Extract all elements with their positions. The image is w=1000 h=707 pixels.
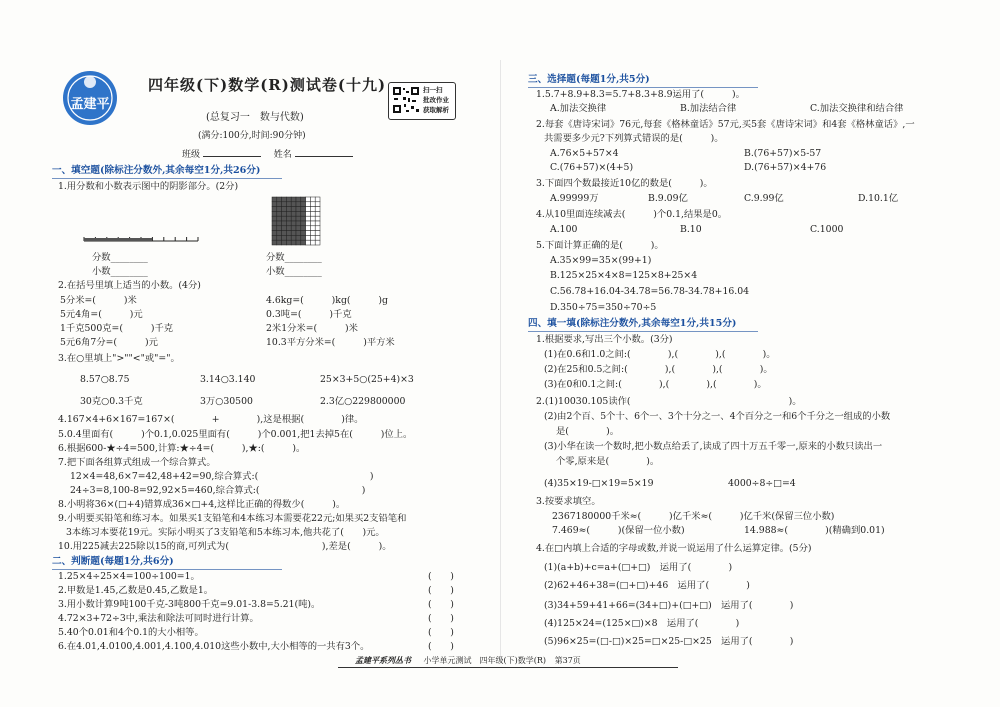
- grid-cell: [272, 226, 277, 231]
- grid-cell: [315, 207, 320, 212]
- question-line: 4.167×4+6×167=167×( + ),这是根据( )律。: [58, 414, 364, 425]
- grid-cell: [286, 211, 291, 216]
- question-line: 14.988≈( )(精确到0.01): [744, 525, 885, 536]
- question-line: C.1000: [810, 224, 844, 235]
- question-line: 2.每套《唐诗宋词》76元,每套《格林童话》57元,买5套《唐诗宋词》和4套《格林童话》,一: [536, 119, 915, 130]
- grid-cell: [282, 235, 287, 240]
- question-line: 分数________: [92, 252, 148, 263]
- question-line: 小数________: [92, 266, 148, 277]
- grid-cell: [291, 211, 296, 216]
- grid-cell: [291, 216, 296, 221]
- grid-cell: [310, 231, 315, 236]
- grid-cell: [301, 231, 306, 236]
- qr-caption: 扫一扫 批改作业 获取解析: [423, 86, 449, 114]
- question-line: (1)在0.6和1.0之间:( ),( ),( )。: [544, 349, 776, 360]
- question-line: (4)125×24=(125×□)×8 运用了( ): [544, 618, 740, 629]
- grid-cell: [306, 231, 311, 236]
- grid-cell: [272, 235, 277, 240]
- qr-code-icon: [392, 86, 420, 114]
- question-line: 6.根据600-★÷4=500,计算:★÷4=( ),★:( )。: [58, 443, 306, 454]
- judge-answer-bracket[interactable]: ( ): [428, 585, 454, 596]
- question-line: 7.469≈( )(保留一位小数): [552, 525, 685, 536]
- grid-cell: [301, 221, 306, 226]
- grid-cell: [286, 221, 291, 226]
- question-line: B.(76+57)×5-57: [744, 148, 822, 159]
- question-line: 24÷3=8,100-8=92,92×5=460,综合算式:( ): [70, 485, 366, 496]
- grid-cell: [291, 240, 296, 245]
- grid-cell: [291, 221, 296, 226]
- grid-cell: [282, 240, 287, 245]
- question-line: 2.(1)10030.105读作( )。: [536, 396, 802, 407]
- grid-cell: [310, 207, 315, 212]
- question-line: D.10.1亿: [858, 193, 899, 204]
- question-line: 2米1分米=( )米: [266, 323, 358, 334]
- grid-cell: [277, 197, 282, 202]
- question-line: B.9.09亿: [648, 193, 688, 204]
- grid-cell: [286, 216, 291, 221]
- grid-cell: [296, 221, 301, 226]
- question-line: 3.按要求填空。: [536, 496, 601, 507]
- footer-book: 小学单元测试 四年级(下)数学(R): [423, 656, 547, 665]
- question-line: 是( )。: [556, 426, 620, 437]
- section-rule: [52, 178, 282, 179]
- question-line: 9.小明要买铅笔和练习本。如果买1支铅笔和4本练习本需要花22元;如果买2支铅笔和: [58, 513, 407, 524]
- question-line: C.56.78+16.04-34.78=56.78-34.78+16.04: [550, 286, 750, 297]
- grid-cell: [282, 221, 287, 226]
- logo-text: 孟建平: [70, 97, 110, 112]
- grid-cell: [310, 197, 315, 202]
- grid-cell: [306, 197, 311, 202]
- question-line: A.99999万: [550, 193, 599, 204]
- grid-cell: [282, 202, 287, 207]
- question-line: 4.从10里面连续减去( )个0.1,结果是0。: [536, 209, 728, 220]
- question-line: 4.6kg=( )kg( )g: [266, 295, 388, 306]
- question-line: 5元6角7分=( )元: [60, 337, 158, 348]
- grid-cell: [301, 207, 306, 212]
- grid-cell: [291, 231, 296, 236]
- grid-cell: [291, 202, 296, 207]
- question-line: 3.14○3.140: [200, 374, 256, 385]
- name-label: 姓名: [273, 150, 292, 160]
- grid-cell: [272, 211, 277, 216]
- hundred-grid-figure: [271, 196, 321, 246]
- grid-cell: [277, 231, 282, 236]
- grid-cell: [306, 235, 311, 240]
- question-line: 共需要多少元?下列算式错误的是( )。: [544, 133, 724, 144]
- grid-cell: [291, 197, 296, 202]
- publisher-logo: [58, 68, 122, 132]
- grid-cell: [286, 231, 291, 236]
- question-line: 1.25×4÷25×4=100÷100=1。: [58, 571, 200, 582]
- question-line: 2.3亿○229800000: [320, 396, 406, 407]
- grid-cell: [296, 207, 301, 212]
- question-line: 1千克500克=( )千克: [60, 323, 174, 334]
- question-line: 5.0.4里面有( )个0.1,0.025里面有( )个0.001,把1去掉5在( )位上。: [58, 429, 413, 440]
- grid-cell: [310, 221, 315, 226]
- judge-answer-bracket[interactable]: ( ): [428, 571, 454, 582]
- grid-cell: [306, 211, 311, 216]
- grid-cell: [272, 240, 277, 245]
- grid-cell: [277, 226, 282, 231]
- segment-figure: [82, 225, 202, 247]
- grid-cell: [301, 197, 306, 202]
- question-line: 30克○0.3千克: [80, 396, 143, 407]
- grid-cell: [282, 197, 287, 202]
- grid-cell: [296, 240, 301, 245]
- grid-cell: [306, 216, 311, 221]
- grid-cell: [286, 240, 291, 245]
- question-line: 3万○30500: [200, 396, 253, 407]
- question-line: (3)在0和0.1之间:( ),( ),( )。: [544, 379, 767, 390]
- grid-cell: [282, 211, 287, 216]
- qr-code-block[interactable]: [388, 82, 456, 120]
- section-heading: 二、判断题(每题1分,共6分): [52, 556, 174, 567]
- grid-cell: [296, 211, 301, 216]
- grid-cell: [286, 235, 291, 240]
- judge-answer-bracket[interactable]: ( ): [428, 599, 454, 610]
- grid-cell: [306, 240, 311, 245]
- question-line: A.加法交换律: [550, 103, 607, 114]
- column-divider: [500, 60, 501, 660]
- grid-cell: [277, 221, 282, 226]
- grid-cell: [286, 207, 291, 212]
- grid-cell: [277, 202, 282, 207]
- section-rule: [528, 87, 758, 88]
- grid-cell: [310, 226, 315, 231]
- question-line: (1)(a+b)+c=a+(□+□) 运用了( ): [544, 562, 733, 573]
- question-line: 1.根据要求,写出三个小数。(3分): [536, 334, 673, 345]
- grid-cell: [291, 226, 296, 231]
- judge-answer-bracket[interactable]: ( ): [428, 627, 454, 638]
- grid-cell: [310, 202, 315, 207]
- question-line: (5)96×25=(□-□)×25=□×25-□×25 运用了( ): [544, 636, 794, 647]
- grid-cell: [286, 197, 291, 202]
- question-line: B.125×25×4×8=125×8+25×4: [550, 270, 698, 281]
- grid-cell: [310, 240, 315, 245]
- class-label: 班级: [182, 150, 201, 160]
- grid-cell: [301, 202, 306, 207]
- question-line: A.35×99=35×(99+1): [550, 255, 652, 266]
- grid-cell: [310, 235, 315, 240]
- question-line: 小数________: [266, 266, 322, 277]
- grid-cell: [277, 216, 282, 221]
- question-line: 2.甲数是1.45,乙数是0.45,乙数是1。: [58, 585, 214, 596]
- grid-cell: [310, 211, 315, 216]
- grid-cell: [286, 226, 291, 231]
- grid-cell: [291, 235, 296, 240]
- section-rule: [52, 569, 282, 570]
- grid-cell: [277, 211, 282, 216]
- grid-cell: [315, 235, 320, 240]
- question-line: (4)35×19-□×19=5×19: [544, 478, 654, 489]
- question-line: 1.5.7+8.9+8.3=5.7+8.3+8.9运用了( )。: [536, 89, 745, 100]
- question-line: 2367180000千米≈( )亿千米≈( )亿千米(保留三位小数): [552, 511, 835, 522]
- judge-answer-bracket[interactable]: ( ): [428, 613, 454, 624]
- question-line: A.76×5+57×4: [550, 148, 619, 159]
- grid-cell: [272, 216, 277, 221]
- question-line: B.加法结合律: [680, 103, 737, 114]
- grid-cell: [310, 216, 315, 221]
- question-line: C.加法交换律和结合律: [810, 103, 904, 114]
- question-line: (2)62+46+38=(□+□)+46 运用了( ): [544, 580, 750, 591]
- question-line: C.9.99亿: [744, 193, 784, 204]
- grid-cell: [296, 235, 301, 240]
- page-subtitle: (总复习一 数与代数): [206, 112, 304, 123]
- judge-answer-bracket[interactable]: ( ): [428, 641, 454, 652]
- page-meta: (满分:100分,时间:90分钟): [198, 131, 306, 141]
- grid-cell: [315, 240, 320, 245]
- grid-cell: [277, 240, 282, 245]
- grid-cell: [301, 240, 306, 245]
- grid-cell: [301, 216, 306, 221]
- grid-cell: [315, 216, 320, 221]
- question-line: 12×4=48,6×7=42,48+42=90,综合算式:( ): [70, 471, 374, 482]
- question-line: 4000÷8÷□=4: [728, 478, 796, 489]
- footer-rule: [338, 667, 678, 668]
- question-line: 3.用小数计算9吨100千克-3吨800千克=9.01-3.8=5.21(吨)。: [58, 599, 321, 610]
- question-line: 3.下面四个数最接近10亿的数是( )。: [536, 178, 713, 189]
- question-line: 10.用225减去225除以15的商,可列式为( ),差是( )。: [58, 541, 392, 552]
- question-line: 10.3平方分米=( )平方米: [266, 337, 395, 348]
- grid-cell: [282, 216, 287, 221]
- grid-cell: [272, 207, 277, 212]
- question-line: 7.把下面各组算式组成一个综合算式。: [58, 457, 216, 468]
- question-line: A.100: [550, 224, 578, 235]
- question-line: (3)小华在读一个数时,把小数点给丢了,读成了四十万五千零一,原来的小数只读出一: [544, 441, 883, 452]
- grid-cell: [315, 231, 320, 236]
- question-line: 1.用分数和小数表示图中的阴影部分。(2分): [58, 181, 239, 192]
- class-name-row: [182, 147, 353, 160]
- question-line: 个零,原来是( )。: [556, 456, 660, 467]
- question-line: 5.40个0.01和4个0.1的大小相等。: [58, 627, 204, 638]
- grid-cell: [291, 207, 296, 212]
- question-line: B.10: [680, 224, 702, 235]
- grid-cell: [277, 207, 282, 212]
- section-rule: [528, 331, 758, 332]
- footer-series: 孟建平系列丛书: [355, 655, 411, 665]
- question-line: (3)34+59+41+66=(34+□)+(□+□) 运用了( ): [544, 600, 794, 611]
- grid-cell: [301, 211, 306, 216]
- grid-cell: [296, 231, 301, 236]
- grid-cell: [272, 202, 277, 207]
- grid-cell: [277, 235, 282, 240]
- question-line: 3.在○里填上">""<"或"="。: [58, 353, 180, 364]
- grid-cell: [282, 207, 287, 212]
- page-title: 四年级(下)数学(R)测试卷(十九): [148, 76, 387, 94]
- question-line: 4.在□内填上合适的字母或数,并说一说运用了什么运算定律。(5分): [536, 543, 812, 554]
- grid-cell: [306, 221, 311, 226]
- question-line: 3本练习本要花19元。实际小明买了3支铅笔和5本练习本,他共花了( )元。: [66, 527, 385, 538]
- grid-cell: [296, 197, 301, 202]
- question-line: 6.在4.01,4.0100,4.001,4.100,4.010这些小数中,大小相等的一共有3个。: [58, 641, 370, 652]
- grid-cell: [296, 202, 301, 207]
- question-line: D.350÷75=350÷70÷5: [550, 302, 657, 313]
- grid-cell: [315, 221, 320, 226]
- grid-cell: [272, 231, 277, 236]
- question-line: 25×3+5○(25+4)×3: [320, 374, 414, 385]
- grid-cell: [272, 197, 277, 202]
- question-line: 5.下面计算正确的是( )。: [536, 240, 664, 251]
- question-line: 5分米=( )米: [60, 295, 137, 306]
- question-line: 8.57○8.75: [80, 374, 130, 385]
- grid-cell: [315, 211, 320, 216]
- question-line: 2.在括号里填上适当的小数。(4分): [58, 280, 201, 291]
- grid-cell: [306, 226, 311, 231]
- grid-cell: [296, 226, 301, 231]
- question-line: 分数________: [266, 252, 322, 263]
- section-heading: 一、填空题(除标注分数外,其余每空1分,共26分): [52, 165, 261, 176]
- question-line: D.(76+57)×4+76: [744, 162, 827, 173]
- section-heading: 三、选择题(每题1分,共5分): [528, 74, 650, 85]
- question-line: 0.3吨=( )千克: [266, 309, 352, 320]
- grid-cell: [315, 226, 320, 231]
- grid-cell: [286, 202, 291, 207]
- question-line: 4.72×3+72÷3中,乘法和除法可同时进行计算。: [58, 613, 259, 624]
- question-line: C.(76+57)×(4+5): [550, 162, 634, 173]
- grid-cell: [301, 235, 306, 240]
- grid-cell: [282, 231, 287, 236]
- grid-cell: [315, 202, 320, 207]
- grid-cell: [296, 216, 301, 221]
- footer-page: 第37页: [554, 656, 581, 665]
- question-line: (2)在25和0.5之间:( ),( ),( )。: [544, 364, 773, 375]
- section-heading: 四、填一填(除标注分数外,其余每空1分,共15分): [528, 318, 737, 329]
- grid-cell: [306, 202, 311, 207]
- grid-cell: [301, 226, 306, 231]
- question-line: 5元4角=( )元: [60, 309, 143, 320]
- question-line: (2)由2个百、5个十、6个一、3个十分之一、4个百分之一和6个千分之一组成的小数: [544, 411, 891, 422]
- question-line: 8.小明将36×(□+4)错算成36×□+4,这样比正确的得数少( )。: [58, 499, 346, 510]
- grid-cell: [282, 226, 287, 231]
- grid-cell: [272, 221, 277, 226]
- grid-cell: [306, 207, 311, 212]
- grid-cell: [315, 197, 320, 202]
